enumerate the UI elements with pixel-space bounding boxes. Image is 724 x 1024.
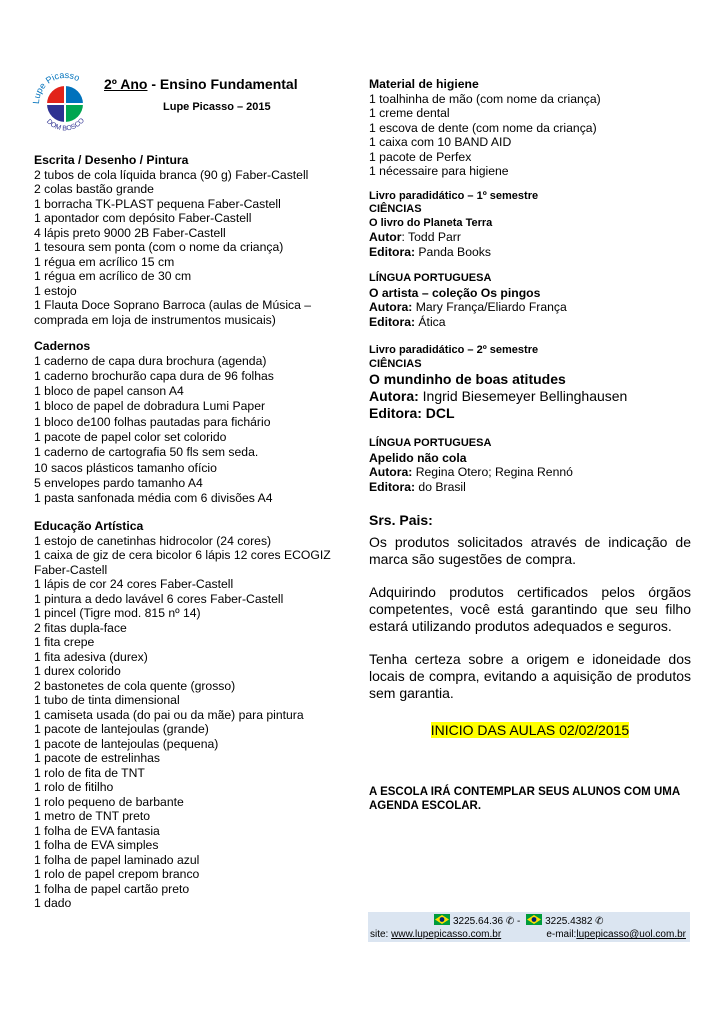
phone-1: 3225.64.36 ✆ - — [453, 916, 521, 927]
list-item: 1 nécessaire para higiene — [369, 164, 509, 178]
brazil-flag-icon — [434, 914, 450, 925]
book-1-heading: Livro paradidático – 1º semestre — [369, 189, 539, 202]
list-item: 1 régua em acrílico 15 cm — [34, 254, 175, 269]
list-item: 1 rolo de fita de TNT — [34, 765, 145, 780]
page-subtitle: Lupe Picasso – 2015 — [163, 101, 271, 113]
artistica-list — [34, 534, 334, 911]
book-2-author: Autora: Mary França/Eliardo França — [369, 300, 567, 314]
list-item: 1 pincel (Tigre mod. 815 nº 14) — [34, 606, 201, 621]
list-item: 1 tesoura sem ponta (com o nome da criança) — [34, 240, 284, 254]
book-4-publisher: Editora: do Brasil — [369, 479, 466, 494]
title-rest: - Ensino Fundamental — [147, 76, 298, 92]
list-item: 1 bloco de papel canson A4 — [34, 384, 184, 399]
list-item: 1 folha de EVA simples — [34, 838, 159, 853]
list-item: 1 tubo de tinta dimensional — [34, 693, 180, 708]
list-item: 2 fitas dupla-face — [34, 620, 127, 635]
book-4-author: Autora: Regina Otero; Regina Rennó — [369, 465, 573, 479]
list-item: 1 caderno de cartografia 50 fls sem seda. — [34, 445, 259, 460]
book-4-subject: LÍNGUA PORTUGUESA — [369, 437, 492, 449]
list-item: 10 sacos plásticos tamanho ofício — [34, 460, 217, 475]
list-item: 1 pacote de lantejoulas (grande) — [34, 722, 209, 737]
cadernos-list — [34, 354, 334, 507]
list-item: 1 rolo pequeno de barbante — [34, 794, 184, 809]
list-item: 1 creme dental — [369, 106, 450, 120]
school-logo — [31, 64, 99, 140]
book-3-author: Autora: Ingrid Biesemeyer Bellinghausen — [369, 388, 628, 404]
list-item: 1 pasta sanfonada média com 6 divisões A4 — [34, 491, 273, 506]
book-1-author: Autor: Todd Parr — [369, 230, 461, 244]
book-3 — [369, 344, 691, 422]
book-3-subject: CIÊNCIAS — [369, 357, 422, 370]
phone-numbers — [434, 914, 604, 927]
list-item: 1 lápis de cor 24 cores Faber-Castell — [34, 577, 234, 592]
book-1-title: O livro do Planeta Terra — [369, 216, 493, 229]
list-item: 2 colas bastão grande — [34, 182, 154, 196]
list-item: 4 lápis preto 9000 2B Faber-Castell — [34, 225, 226, 240]
list-item: 1 fita crepe — [34, 635, 95, 650]
list-item: 1 rolo de papel crepom branco — [34, 867, 200, 882]
brazil-flag-icon — [526, 914, 542, 925]
list-item: 1 caderno de capa dura brochura (agenda) — [34, 353, 267, 368]
page-title — [104, 76, 298, 92]
list-item: 1 toalhinha de mão (com nome da criança) — [369, 91, 601, 106]
book-3-heading: Livro paradidático – 2º semestre — [369, 344, 539, 356]
phone-2: 3225.4382 ✆ — [545, 916, 604, 927]
book-4 — [369, 437, 691, 494]
book-3-publisher: Editora: DCL — [369, 405, 455, 421]
list-item: 1 pacote de Perfex — [369, 149, 472, 164]
logo-text-bottom: DOM BOSCO — [44, 117, 87, 133]
book-2 — [369, 272, 691, 329]
section-title-artistica: Educação Artística — [34, 519, 144, 534]
website: site: www.lupepicasso.com.br — [370, 929, 502, 940]
book-1-publisher: Editora: Panda Books — [369, 244, 491, 259]
list-item: 1 escova de dente (com nome da criança) — [369, 120, 597, 135]
escrita-list — [34, 168, 334, 328]
list-item: 1 caixa de giz de cera bicolor 6 lápis 12 cores ECOGIZ Faber-Castell — [34, 548, 331, 577]
higiene-list — [369, 92, 691, 179]
book-2-subject: LÍNGUA PORTUGUESA — [369, 272, 492, 284]
list-item: 1 camiseta usada (do pai ou da mãe) para pintura — [34, 707, 304, 722]
list-item: 1 caderno brochurão capa dura de 96 folhas — [34, 368, 274, 383]
parents-paragraph-1: Os produtos solicitados através de indicação de marca são sugestões de compra. — [369, 534, 691, 567]
parents-paragraph-2: Adquirindo produtos certificados pelos órgãos competentes, você está garantindo que seu filho estará utilizando produtos adequados e seguros. — [369, 584, 691, 634]
book-2-publisher: Editora: Ática — [369, 314, 446, 329]
list-item: 1 Flauta Doce Soprano Barroca (aulas de Música – comprada em loja de instrumentos musicais) — [34, 298, 312, 327]
section-title-cadernos: Cadernos — [34, 339, 91, 353]
right-column — [369, 77, 691, 813]
list-item: 1 régua em acrílico de 30 cm — [34, 269, 192, 283]
list-item: 1 bloco de100 folhas pautadas para fichário — [34, 414, 271, 429]
parents-title: Srs. Pais: — [369, 512, 433, 528]
list-item: 1 borracha TK-PLAST pequena Faber-Castell — [34, 196, 281, 211]
book-1-subject: CIÊNCIAS — [369, 203, 422, 215]
list-item: 1 folha de papel laminado azul — [34, 852, 200, 867]
book-1 — [369, 190, 691, 260]
list-item: 1 estojo — [34, 283, 77, 298]
list-item: 1 fita adesiva (durex) — [34, 649, 148, 664]
list-item: 1 metro de TNT preto — [34, 809, 151, 824]
list-item: 1 folha de papel cartão preto — [34, 881, 190, 896]
classes-start-text: INICIO DAS AULAS 02/02/2015 — [430, 722, 630, 738]
list-item: 5 envelopes pardo tamanho A4 — [34, 475, 203, 490]
logo-quadrants — [47, 86, 83, 122]
parents-paragraph-3: Tenha certeza sobre a origem e idoneidade dos locais de compra, evitando a aquisição de produtos sem garantia. — [369, 651, 691, 701]
book-3-title: O mundinho de boas atitudes — [369, 371, 566, 387]
book-4-title: Apelido não cola — [369, 450, 467, 465]
section-title-higiene: Material de higiene — [369, 77, 479, 91]
logo-text-top: Lupe Picasso — [31, 69, 82, 105]
list-item: 1 folha de EVA fantasia — [34, 823, 160, 838]
list-item: 1 pacote de papel color set colorido — [34, 429, 227, 444]
list-item: 1 pacote de estrelinhas — [34, 751, 161, 766]
left-column — [34, 153, 334, 911]
list-item: 2 bastonetes de cola quente (grosso) — [34, 678, 236, 693]
list-item: 1 estojo de canetinhas hidrocolor (24 cores) — [34, 533, 272, 548]
email-link[interactable]: lupepicasso@uol.com.br — [576, 929, 686, 940]
list-item: 1 pintura a dedo lavável 6 cores Faber-Castell — [34, 591, 284, 606]
list-item: 1 apontador com depósito Faber-Castell — [34, 211, 252, 225]
agenda-notice: A ESCOLA IRÁ CONTEMPLAR SEUS ALUNOS COM UMA AGENDA ESCOLAR. — [369, 786, 680, 812]
book-2-title: O artista – coleção Os pingos — [369, 285, 541, 300]
list-item: 1 pacote de lantejoulas (pequena) — [34, 736, 219, 751]
classes-start-notice — [369, 722, 691, 739]
contact-footer — [368, 912, 690, 942]
list-item: 1 dado — [34, 896, 72, 911]
list-item: 1 rolo de fitilho — [34, 780, 114, 795]
section-title-escrita: Escrita / Desenho / Pintura — [34, 153, 189, 167]
email: e-mail:lupepicasso@uol.com.br — [546, 929, 686, 940]
list-item: 1 bloco de papel de dobradura Lumi Paper — [34, 399, 266, 414]
website-link[interactable]: www.lupepicasso.com.br — [391, 929, 502, 940]
list-item: 2 tubos de cola líquida branca (90 g) Faber-Castell — [34, 167, 309, 182]
list-item: 1 caixa com 10 BAND AID — [369, 135, 512, 149]
grade-label: 2º Ano — [104, 76, 148, 92]
list-item: 1 durex colorido — [34, 664, 121, 679]
